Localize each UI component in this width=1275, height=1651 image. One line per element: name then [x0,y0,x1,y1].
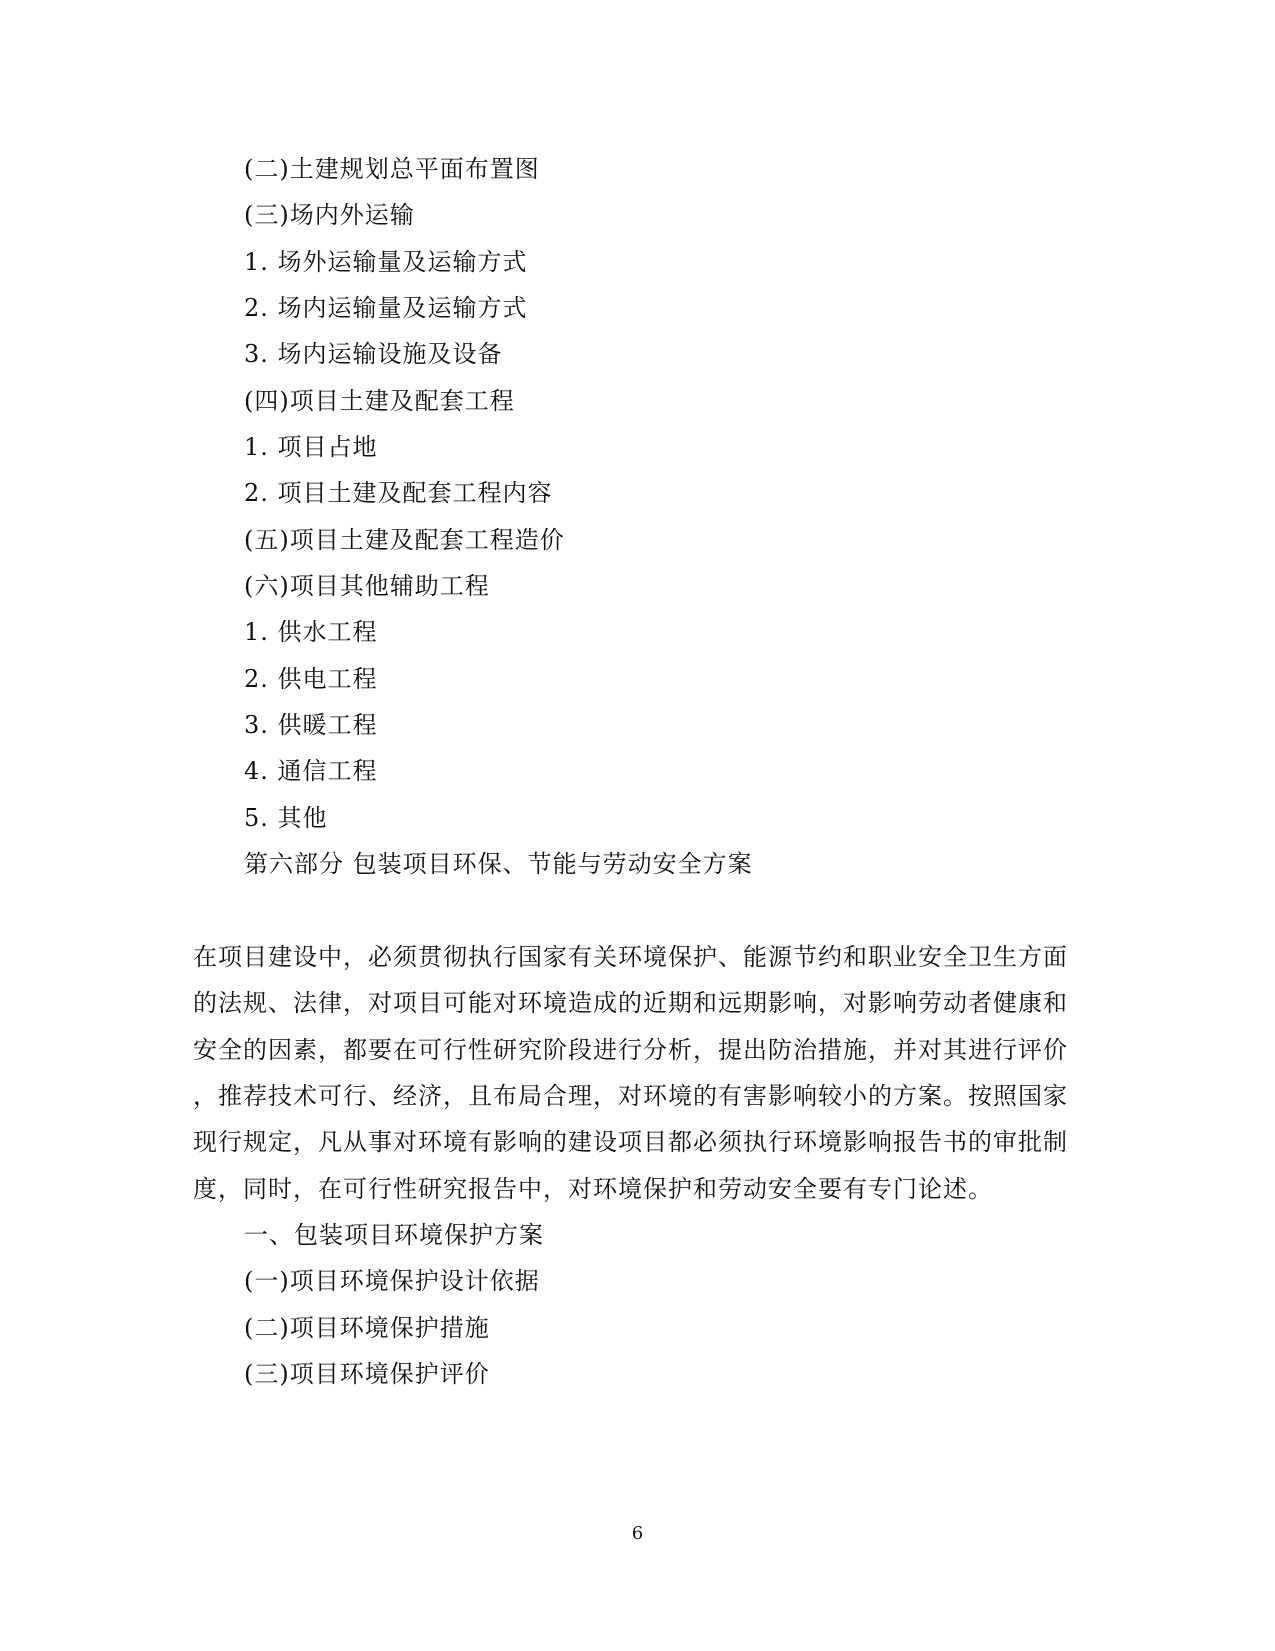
outline-item: 2. 场内运输量及运输方式 [244,294,528,322]
paragraph-line: 现行规定，凡从事对环境有影响的建设项目都必须执行环境影响报告书的审批制 [193,1128,1068,1156]
outline-item: 1. 项目占地 [244,433,378,461]
outline-item: 一、包装项目环境保护方案 [244,1221,544,1249]
outline-item: (二)土建规划总平面布置图 [244,155,540,183]
section-heading: 第六部分 包装项目环保、节能与劳动安全方案 [244,850,753,878]
outline-item: 1. 供水工程 [244,618,378,646]
outline-item: (四)项目土建及配套工程 [244,387,515,415]
outline-item: 3. 场内运输设施及设备 [244,340,503,368]
outline-item: (六)项目其他辅助工程 [244,572,490,600]
outline-item: (三)场内外运输 [244,201,415,229]
paragraph-line: 的法规、法律，对项目可能对环境造成的近期和远期影响，对影响劳动者健康和 [193,989,1068,1017]
outline-item: (一)项目环境保护设计依据 [244,1267,540,1295]
page-number: 6 [631,1523,644,1544]
outline-item: 4. 通信工程 [244,757,378,785]
paragraph-line: 安全的因素，都要在可行性研究阶段进行分析，提出防治措施，并对其进行评价 [193,1036,1068,1064]
outline-item: 2. 供电工程 [244,665,378,693]
paragraph-line: ，推荐技术可行、经济，且布局合理，对环境的有害影响较小的方案。按照国家 [193,1082,1068,1110]
outline-item: 2. 项目土建及配套工程内容 [244,479,553,507]
outline-item: 3. 供暖工程 [244,711,378,739]
outline-item: (二)项目环境保护措施 [244,1314,490,1342]
outline-item: (三)项目环境保护评价 [244,1360,490,1388]
outline-item: 5. 其他 [244,804,328,832]
outline-item: 1. 场外运输量及运输方式 [244,248,528,276]
outline-item: (五)项目土建及配套工程造价 [244,526,565,554]
paragraph-line: 度，同时，在可行性研究报告中，对环境保护和劳动安全要有专门论述。 [193,1175,993,1203]
paragraph-line: 在项目建设中，必须贯彻执行国家有关环境保护、能源节约和职业安全卫生方面 [193,943,1068,971]
